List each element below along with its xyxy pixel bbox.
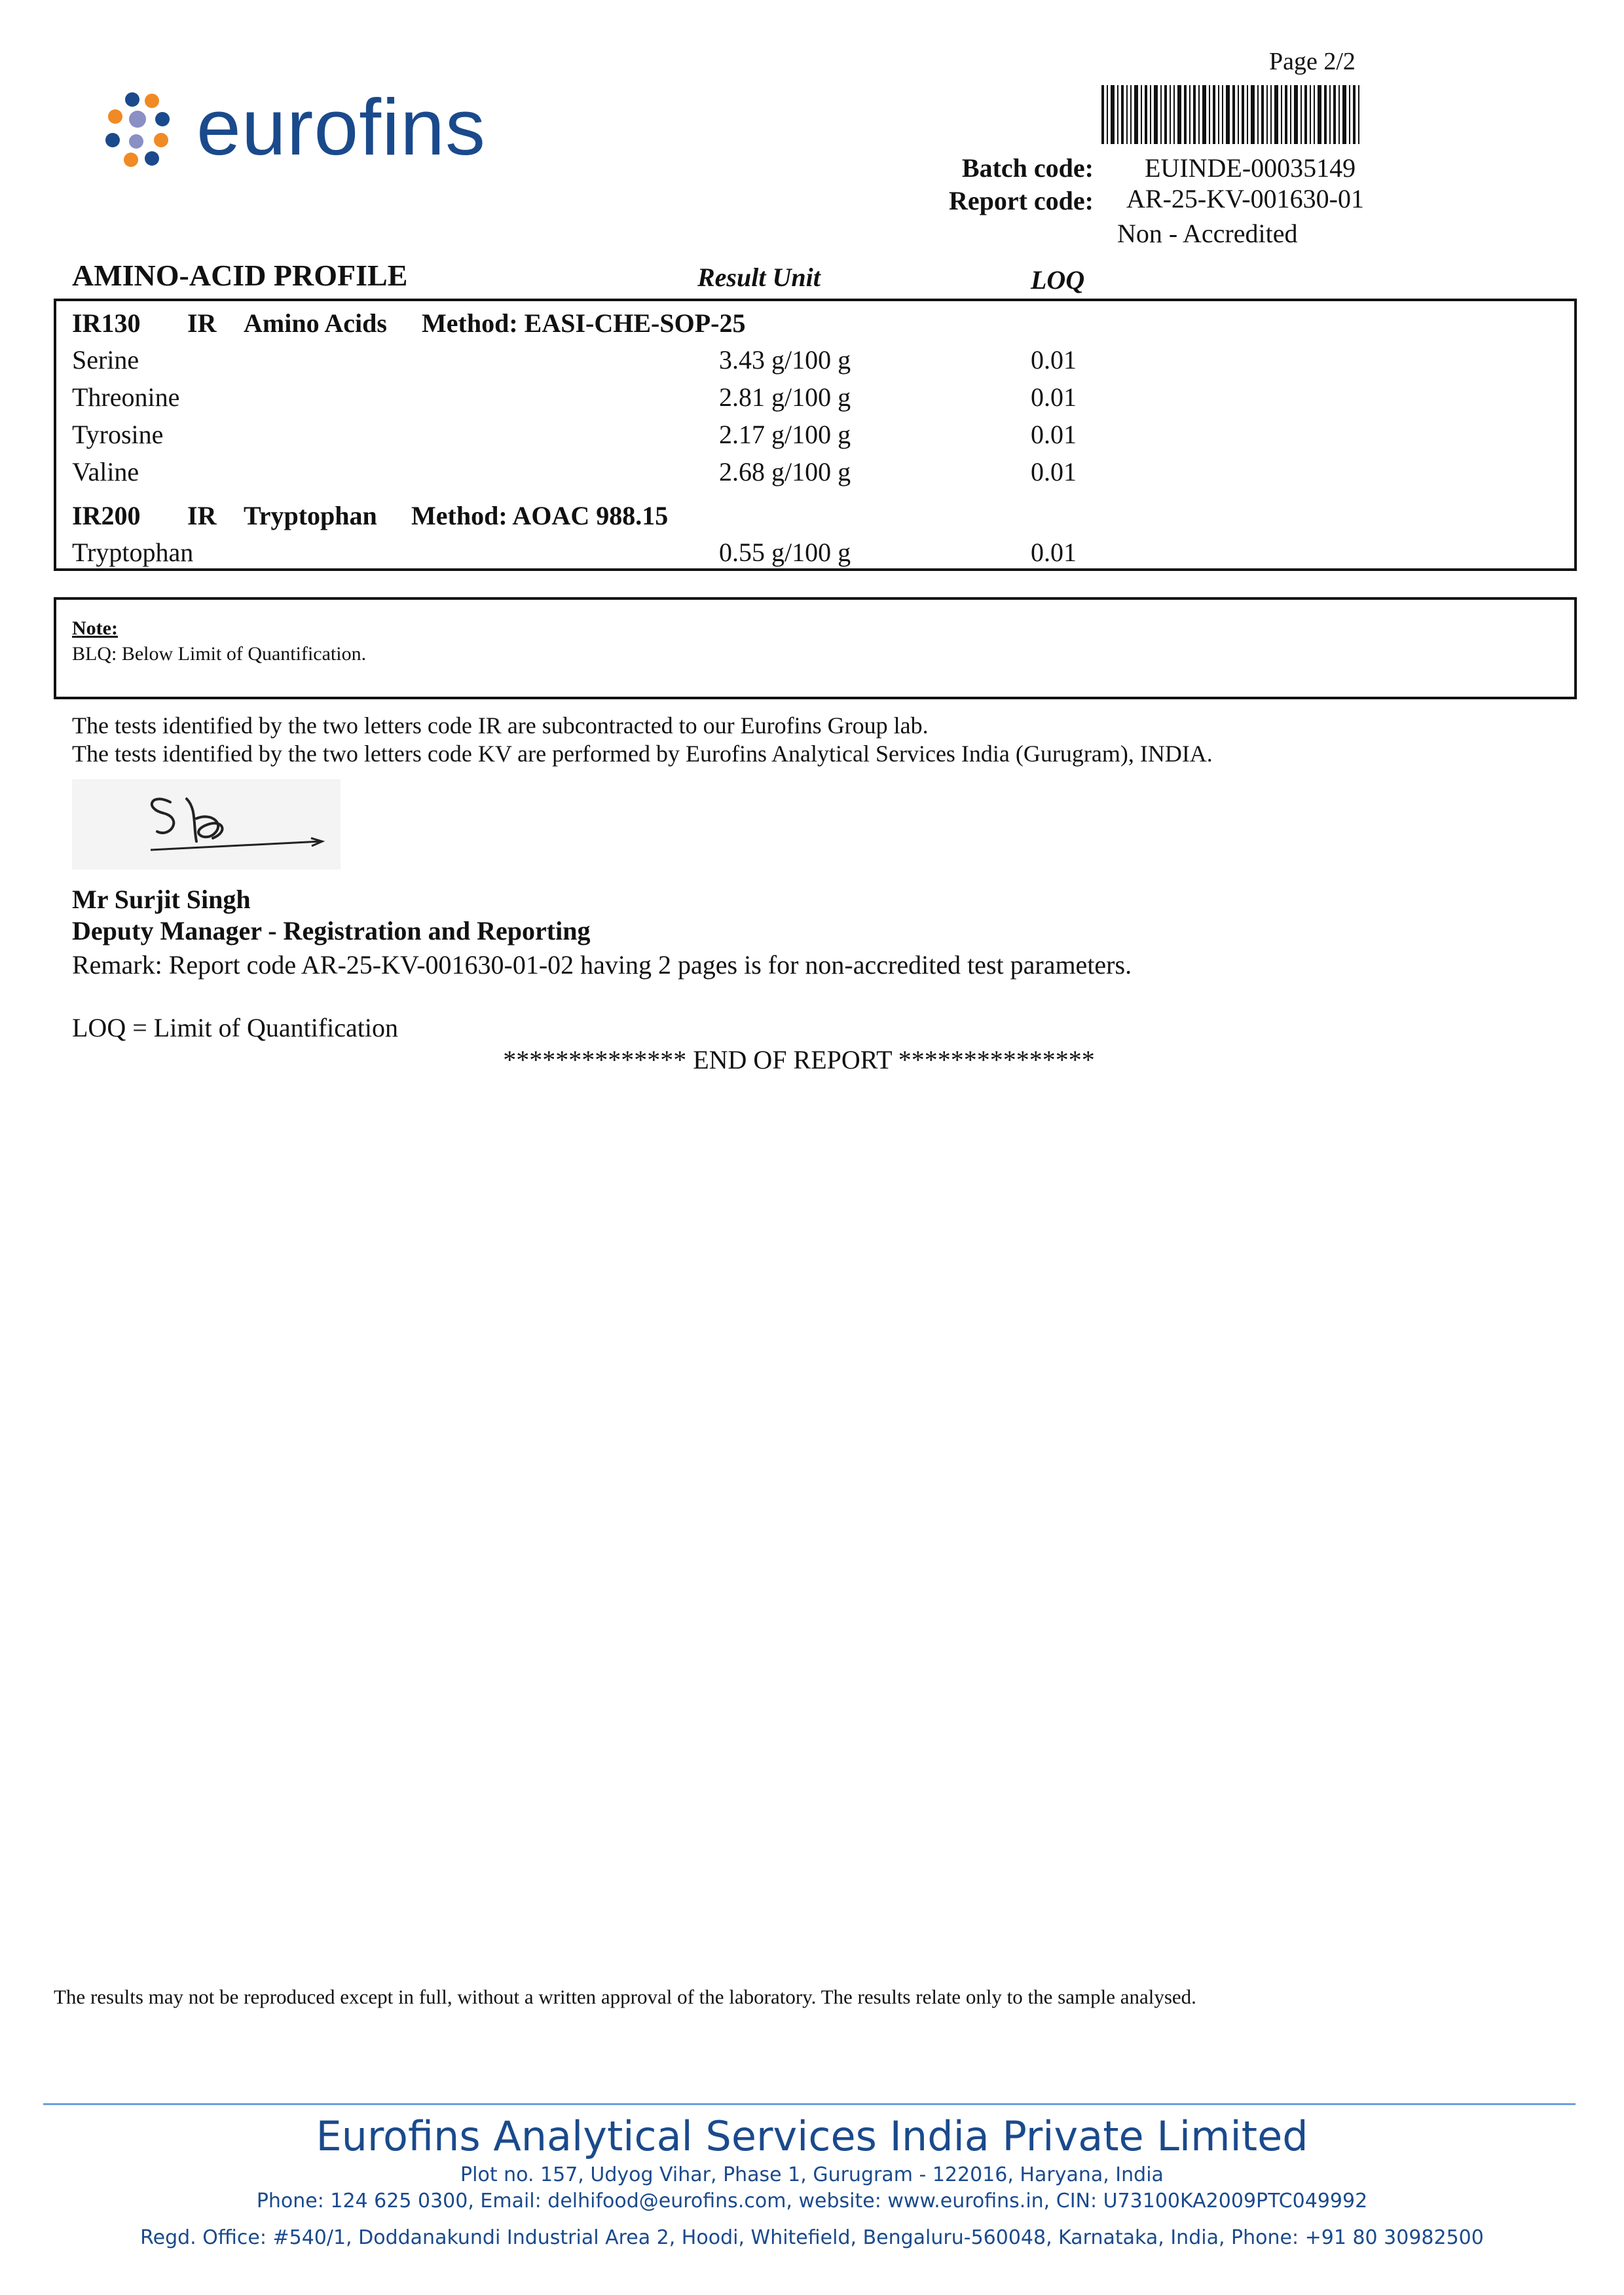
ir-code-info: The tests identified by the two letters code IR are subcontracted to our Eurofins Group lab.	[72, 712, 929, 739]
method-group-name: Tryptophan	[244, 501, 377, 530]
method-code: IR130	[72, 308, 141, 338]
analyte-name: Threonine	[72, 382, 180, 412]
analyte-loq: 0.01	[1031, 538, 1077, 567]
section-title: AMINO-ACID PROFILE	[72, 259, 408, 292]
signatory-title: Deputy Manager - Registration and Reporting	[72, 916, 591, 946]
analyte-result: 3.43 g/100 g	[719, 345, 851, 375]
accreditation-status: Non - Accredited	[1117, 219, 1298, 248]
method-group-name: Amino Acids	[244, 308, 387, 338]
signature-image	[72, 779, 341, 870]
analyte-loq: 0.01	[1031, 345, 1077, 375]
analyte-result: 0.55 g/100 g	[719, 538, 851, 567]
barcode	[1101, 85, 1363, 144]
analyte-result: 2.81 g/100 g	[719, 382, 851, 412]
signature-icon	[72, 779, 341, 870]
page-number: Page 2/2	[1269, 48, 1356, 75]
remark-text: Remark: Report code AR-25-KV-001630-01-02 having 2 pages is for non-accredited test parameters.	[72, 950, 1132, 980]
loq-definition: LOQ = Limit of Quantification	[72, 1013, 399, 1042]
batch-code-label: Batch code:	[961, 153, 1094, 183]
footer-company-name: Eurofins Analytical Services India Private Limited	[316, 2112, 1308, 2160]
analyte-name: Serine	[72, 345, 139, 375]
method-lab: IR	[187, 308, 217, 338]
result-unit-header: Result Unit	[697, 263, 821, 292]
method-reference: Method: EASI-CHE-SOP-25	[422, 308, 746, 338]
analyte-result: 2.68 g/100 g	[719, 457, 851, 487]
footer-divider	[43, 2103, 1576, 2105]
analyte-loq: 0.01	[1031, 382, 1077, 412]
signatory-name: Mr Surjit Singh	[72, 885, 251, 914]
end-of-report: ************** END OF REPORT ***************	[503, 1045, 1095, 1074]
eurofins-logo	[98, 85, 517, 170]
method-reference: Method: AOAC 988.15	[411, 501, 669, 530]
kv-code-info: The tests identified by the two letters code KV are performed by Eurofins Analytical Services India (Gurugram), INDIA.	[72, 741, 1213, 767]
method-code: IR200	[72, 501, 141, 530]
analyte-loq: 0.01	[1031, 457, 1077, 487]
analyte-loq: 0.01	[1031, 420, 1077, 449]
batch-code-value: EUINDE-00035149	[1145, 153, 1356, 183]
disclaimer: The results may not be reproduced except in full, without a written approval of the laboratory. The results relate only to the sample analysed.	[54, 1985, 1196, 2008]
note-text: BLQ: Below Limit of Quantification.	[72, 643, 367, 665]
logo-dots-icon	[98, 85, 190, 170]
analyte-name: Tryptophan	[72, 538, 194, 567]
footer-address: Plot no. 157, Udyog Vihar, Phase 1, Gurugram - 122016, Haryana, India	[460, 2163, 1164, 2186]
note-label: Note:	[72, 617, 118, 639]
report-code-label: Report code:	[948, 186, 1094, 215]
barcode-icon	[1101, 85, 1363, 144]
footer-contact: Phone: 124 625 0300, Email: delhifood@eurofins.com, website: www.eurofins.in, CIN: U73100KA2009PTC049992	[256, 2190, 1368, 2212]
loq-header: LOQ	[1031, 265, 1085, 295]
analyte-name: Tyrosine	[72, 420, 164, 449]
method-lab: IR	[187, 501, 217, 530]
footer-registered-office: Regd. Office: #540/1, Doddanakundi Industrial Area 2, Hoodi, Whitefield, Bengaluru-560048, Karnataka, India, Phone: +91 80 30982500	[140, 2226, 1484, 2249]
report-code-value: AR-25-KV-001630-01	[1126, 184, 1364, 213]
logo-wordmark: eurofins	[196, 83, 487, 172]
analyte-result: 2.17 g/100 g	[719, 420, 851, 449]
analyte-name: Valine	[72, 457, 139, 487]
